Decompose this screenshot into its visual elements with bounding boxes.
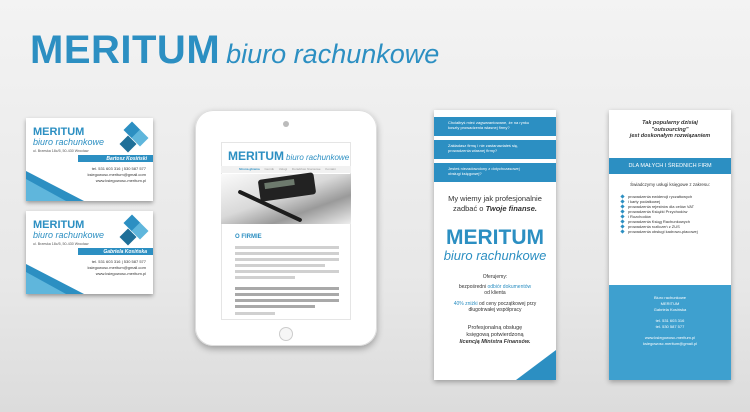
site-logo-italic: biuro rachunkowe bbox=[286, 153, 350, 162]
service-item-cont: i karty podatkowej bbox=[621, 199, 698, 204]
service-item: prowadzenia obsługi kadrowo-płacowej bbox=[621, 229, 698, 234]
site-logo-bold: MERITUM bbox=[228, 149, 284, 163]
card-phone: tel. 531 603 316 | 530 587 577 bbox=[91, 166, 146, 171]
flyer-headline bbox=[609, 120, 731, 140]
footer-2: MERITUM bbox=[660, 301, 680, 306]
question-1-line-2: koszty prowadzenia własnej firmy? bbox=[448, 125, 510, 130]
target-band: DLA MAŁYCH I ŚREDNICH FIRM bbox=[609, 158, 731, 174]
text-line bbox=[235, 305, 315, 308]
card-logo: MERITUM bbox=[33, 126, 85, 138]
card-person-name: Gabriela Kosińska bbox=[103, 248, 147, 255]
flyer-logo: MERITUM bbox=[446, 226, 544, 249]
footer-4: tel. 531 603 316 bbox=[655, 318, 685, 323]
nav-advisory[interactable]: Doradztwo finansowe bbox=[291, 167, 321, 171]
footer-line-1: Profesjonalną obsługę bbox=[467, 325, 523, 331]
service-item: prowadzenia Książki Przychodów bbox=[621, 209, 698, 214]
footer-7: ksiegowosc.meritum@gmail.pl bbox=[642, 341, 698, 346]
question-band-2 bbox=[434, 140, 556, 159]
section-title: O FIRMIE bbox=[235, 234, 262, 240]
footer-6: www.ksiegowosc-meritum.pl bbox=[644, 335, 696, 340]
business-card-gabriela bbox=[26, 211, 153, 294]
offer-1-highlight: odbiór dokumentów bbox=[487, 284, 532, 290]
site-nav bbox=[221, 166, 351, 173]
headline-1: Tak popularny dzisiaj bbox=[642, 120, 698, 126]
corner-triangle-light bbox=[26, 272, 66, 294]
service-item: prowadzenia Ksiąg Rachunkowych bbox=[621, 219, 698, 224]
question-2-line-1: Zakładasz firmę i nie zastanawiałeś się, bbox=[448, 143, 519, 148]
footer-line-2: księgową potwierdzoną bbox=[466, 332, 524, 338]
headline-2: "outsourcing" bbox=[651, 126, 689, 133]
service-item-cont: i Rozchodów bbox=[621, 214, 698, 219]
flyer-left bbox=[434, 110, 556, 380]
question-2 bbox=[448, 143, 518, 153]
flyer-right bbox=[609, 110, 731, 380]
services-list bbox=[621, 194, 698, 234]
question-1-line-1: Chciałbyś mieć zagwarantowane, że na rynku bbox=[448, 120, 530, 125]
corner-triangle bbox=[516, 350, 556, 380]
tablet-device bbox=[195, 110, 377, 346]
nav-pricing[interactable]: Cennik bbox=[264, 167, 274, 171]
offer-2-highlight: 40% zniżki bbox=[453, 301, 478, 307]
card-logo: MERITUM bbox=[33, 219, 85, 231]
offer-title: Oferujemy: bbox=[482, 274, 508, 280]
tagline-2-pre: zadbać o bbox=[453, 204, 486, 213]
question-3-line-1: Jesteś niezadowolony z dotychczasowej bbox=[448, 166, 520, 171]
card-email: ksiegowosc.meritum@gmail.com bbox=[87, 265, 146, 270]
text-line bbox=[235, 252, 339, 255]
brand-name: MERITUM bbox=[30, 28, 221, 72]
offer-1-post: od klienta bbox=[484, 290, 506, 296]
question-2-line-2: prowadzenia własnej firmy? bbox=[448, 148, 498, 153]
card-phone: tel. 531 603 316 | 530 587 577 bbox=[91, 259, 146, 264]
card-address: ul. Brzeska 18c/5, 50-430 Wrocław bbox=[33, 149, 89, 153]
card-logo-subtitle: biuro rachunkowe bbox=[33, 137, 105, 147]
footer-line-3: licencją Ministra Finansów. bbox=[459, 339, 531, 345]
text-line bbox=[235, 258, 339, 261]
text-line bbox=[235, 312, 275, 315]
text-line bbox=[235, 299, 339, 302]
question-3 bbox=[448, 166, 520, 176]
text-line bbox=[235, 264, 325, 267]
card-address: ul. Brzeska 18c/5, 50-430 Wrocław bbox=[33, 242, 89, 246]
camera-icon bbox=[283, 121, 289, 127]
footer-3: Gabriela Kosińska bbox=[653, 307, 687, 312]
headline-3: jest doskonałym rozwiązaniem bbox=[629, 133, 711, 139]
card-website: www.ksiegowosc-meritum.pl bbox=[95, 271, 146, 276]
brand-header bbox=[30, 28, 439, 73]
offer-1-pre: bezpośredni bbox=[458, 284, 488, 290]
text-line bbox=[235, 287, 339, 290]
brand-tagline: biuro rachunkowe bbox=[226, 39, 440, 69]
business-card-bartosz bbox=[26, 118, 153, 201]
nav-services[interactable]: Usługi bbox=[278, 167, 288, 171]
nav-contact[interactable]: Kontakt bbox=[325, 167, 336, 171]
flyer-logo-subtitle: biuro rachunkowe bbox=[443, 248, 547, 263]
website-preview bbox=[221, 142, 351, 320]
tagline-2 bbox=[434, 204, 556, 213]
text-line bbox=[235, 246, 339, 249]
tagline-1: My wiemy jak profesjonalnie bbox=[448, 194, 542, 203]
question-band-1 bbox=[434, 117, 556, 136]
services-title: Świadczymy usługi księgowe z zakresu: bbox=[630, 182, 710, 187]
service-item: prowadzenia rozliczeń z ZUS bbox=[621, 224, 698, 229]
footer-5: tel. 530 587 577 bbox=[655, 324, 685, 329]
home-button-icon bbox=[279, 327, 293, 341]
service-item: prowadzenia ewidencji ryczałtowych bbox=[621, 194, 698, 199]
text-line bbox=[235, 276, 295, 279]
service-item: prowadzenia rejestrów dla celów VAT bbox=[621, 204, 698, 209]
corner-triangle-light bbox=[26, 179, 66, 201]
question-3-line-2: obsługi księgowej? bbox=[448, 171, 482, 176]
nav-home[interactable]: Strona główna bbox=[239, 167, 260, 171]
card-person-name: Bartosz Kosiński bbox=[106, 155, 147, 162]
card-email: ksiegowosc.meritum@gmail.com bbox=[87, 172, 146, 177]
card-contact bbox=[87, 259, 146, 277]
card-contact bbox=[87, 166, 146, 184]
text-line bbox=[235, 293, 339, 296]
text-line bbox=[235, 270, 339, 273]
offer-2-post: od ceny początkowej przy bbox=[477, 301, 537, 307]
footer-1: Biuro rachunkowe bbox=[653, 295, 687, 300]
question-1 bbox=[448, 120, 529, 130]
tagline-2-em: Twoje finanse. bbox=[485, 204, 537, 213]
card-website: www.ksiegowosc-meritum.pl bbox=[95, 178, 146, 183]
site-logo bbox=[228, 147, 349, 165]
question-band-3 bbox=[434, 163, 556, 182]
offer-2-post2: długotrwałej współpracy bbox=[468, 307, 522, 313]
card-logo-subtitle: biuro rachunkowe bbox=[33, 230, 105, 240]
